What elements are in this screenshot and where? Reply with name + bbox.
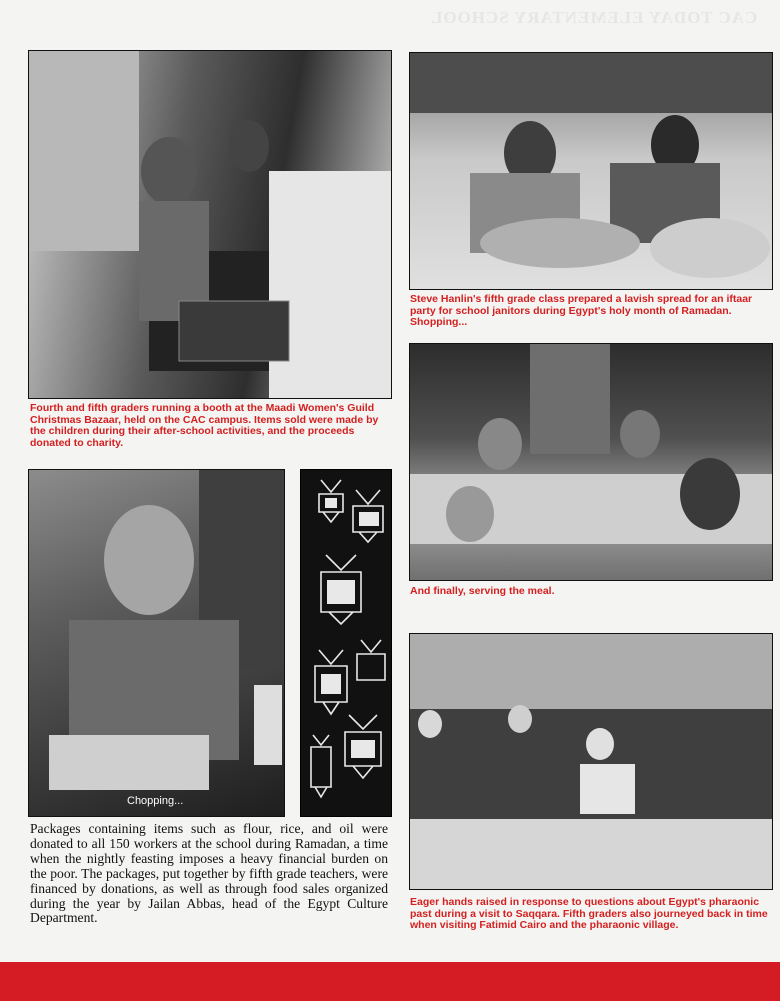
- serving-photo-graphic: [410, 344, 772, 580]
- bazaar-photo-graphic: [29, 51, 391, 398]
- article-body: Packages containing items such as flour, rice, and oil were donated to all 150 workers at the school during Ramadan, a time when the nightly feasting imposes a heavy financial burden on the poor. The packages, put together by fifth grade teachers, were financed by donations, as well as through food sales organized during the year by Jailan Abbas, head of the Egypt Culture Department.: [30, 821, 388, 926]
- serving-photo: [409, 343, 773, 581]
- page-header: CAC TODAY ELEMENTARY SCHOOL: [430, 8, 758, 27]
- serving-caption: And finally, serving the meal.: [410, 585, 555, 597]
- bazaar-caption: Fourth and fifth graders running a booth at the Maadi Women's Guild Christmas Bazaar, held on the CAC campus. Items sold were made by the children during their after-school activities, and the proceeds donated to charity.: [30, 402, 379, 449]
- saqqara-photo: [409, 633, 773, 890]
- chopping-photo-graphic: [29, 470, 284, 816]
- saqqara-caption: Eager hands raised in response to questions about Egypt's pharaonic past during a visit to Saqqara. Fifth graders also journeyed back in time when visiting Fatimid Cairo and the pharaonic village.: [410, 896, 768, 931]
- lantern-graphic: [301, 470, 391, 816]
- bazaar-photo: [28, 50, 392, 399]
- lantern-illustration: [300, 469, 392, 817]
- shopping-photo: [409, 52, 773, 290]
- chopping-caption: Chopping...: [127, 795, 184, 807]
- chopping-photo: [28, 469, 285, 817]
- saqqara-photo-graphic: [410, 634, 772, 889]
- footer-bar: [0, 962, 780, 1001]
- shopping-photo-graphic: [410, 53, 772, 289]
- iftaar-caption: Steve Hanlin's fifth grade class prepared a lavish spread for an iftaar party for school janitors during Egypt's holy month of Ramadan. Shopping...: [410, 293, 753, 328]
